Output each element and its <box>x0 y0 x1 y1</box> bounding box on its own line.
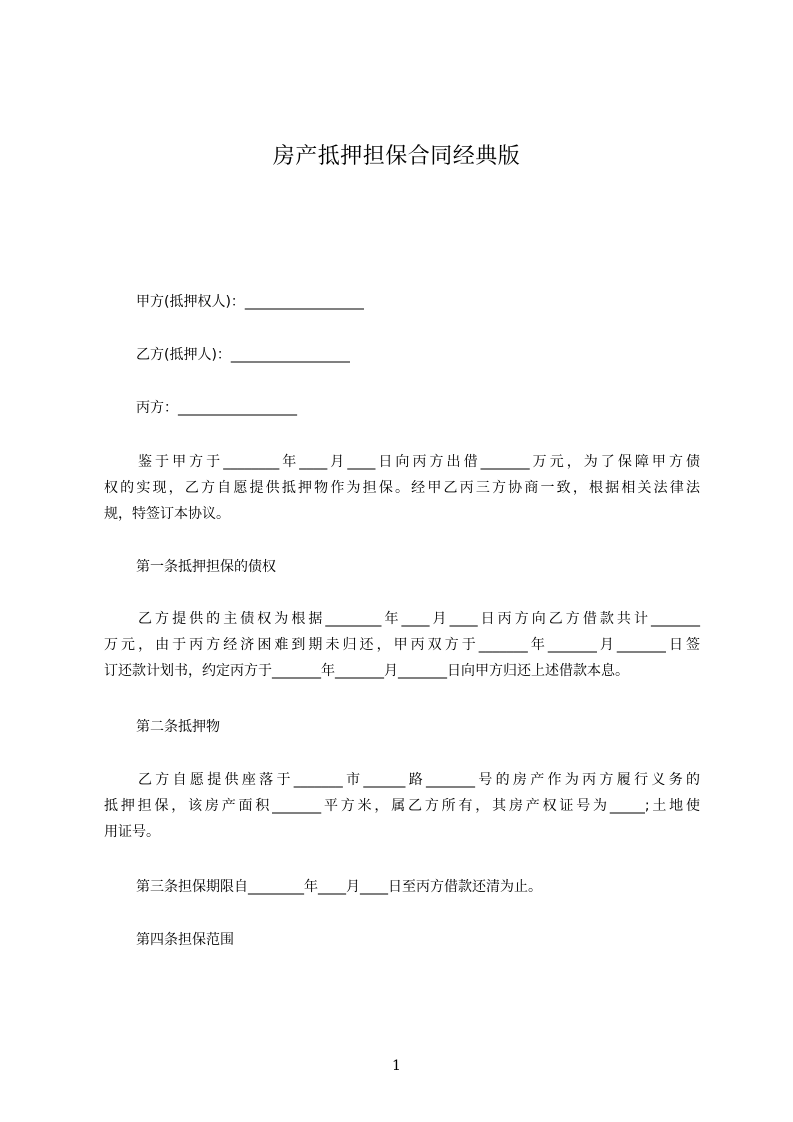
article-2-line-1: 乙方自愿提供座落于_______市______路_______号的房产作为丙方履行义务的 <box>138 772 700 788</box>
party-b-line: 乙方(抵押人)：_________________ <box>136 347 350 363</box>
preamble-line-3: 规，特签订本协议。 <box>104 506 230 522</box>
article-2-paragraph <box>104 767 700 845</box>
preamble-line-2: 权的实现，乙方自愿提供抵押物作为担保。经甲乙丙三方协商一致，根据相关法律法 <box>104 480 700 496</box>
preamble-line-1: 鉴于甲方于________年____月____日向丙方出借_______万元，为了保障甲方债 <box>138 454 700 470</box>
document-title: 房产抵押担保合同经典版 <box>272 144 521 169</box>
article-1-line-3: 订还款计划书，约定丙方于_______年_______月_______日向甲方归还上述借款本息。 <box>104 663 629 679</box>
page-number: 1 <box>392 1058 401 1074</box>
party-c-line: 丙方：_________________ <box>136 400 297 416</box>
article-1-line-2: 万元，由于丙方经济困难到期未归还，甲丙双方于_______年_______月_______日签 <box>104 637 700 653</box>
article-1-line-1: 乙方提供的主债权为根据________年____月____日丙方向乙方借款共计_______ <box>138 611 700 627</box>
party-a-line: 甲方(抵押权人)：_________________ <box>136 294 364 310</box>
article-2-heading: 第二条抵押物 <box>136 719 220 735</box>
article-1-heading: 第一条抵押担保的债权 <box>136 559 276 575</box>
preamble-paragraph <box>104 449 700 527</box>
article-4-heading: 第四条担保范围 <box>136 932 234 948</box>
article-1-paragraph <box>104 606 700 684</box>
article-2-line-3: 用证号。 <box>104 824 160 840</box>
article-2-line-2: 抵押担保，该房产面积_______平方米，属乙方所有，其房产权证号为_____;土地使 <box>104 798 700 814</box>
article-3-text: 第三条担保期限自________年____月____日至丙方借款还清为止。 <box>136 879 542 895</box>
